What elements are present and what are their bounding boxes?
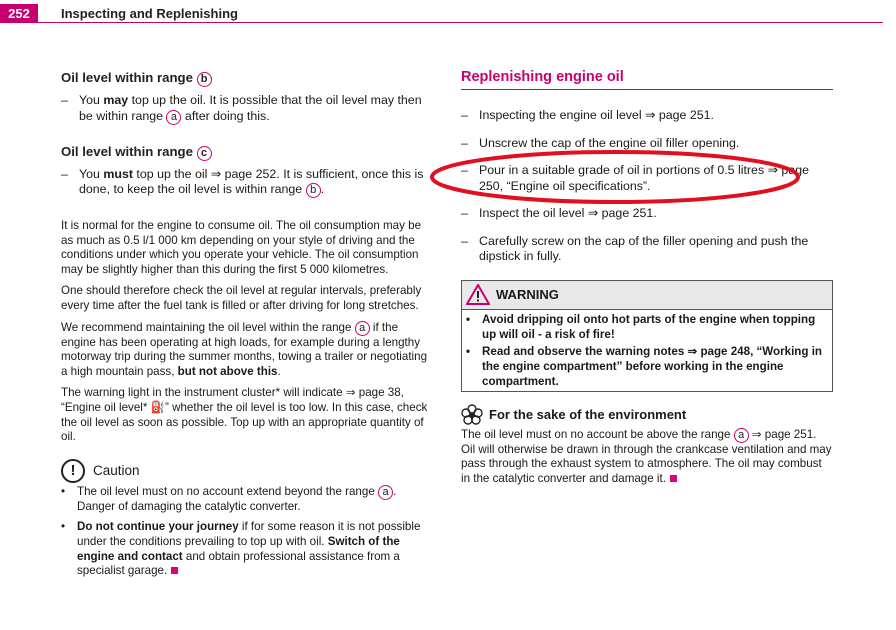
warning-bullet-1: • Avoid dripping oil onto hot parts of the engine when topping up will oil - a risk of fire!	[466, 312, 816, 341]
range-c-item: – You must top up the oil ⇒ page 252. It is sufficient, once this is done, to keep the oil level is within range b .	[61, 166, 424, 196]
caution-bullet-1: • The oil level must on no account extend beyond the range a . Danger of damaging the catalytic converter.	[61, 484, 397, 513]
step-3: – Pour in a suitable grade of oil in portions of 0.5 litres ⇒ page 250, “Engine oil specifications”.	[461, 163, 809, 193]
step-5: – Carefully screw on the cap of the filler opening and push the dipstick in fully.	[461, 233, 809, 263]
end-marker	[670, 475, 677, 482]
range-marker-a: a	[355, 321, 370, 336]
warning-body	[462, 310, 832, 391]
warning-box	[461, 280, 833, 392]
highlight-ellipse	[425, 148, 815, 210]
range-marker-a: a	[734, 428, 749, 443]
heading-range-c: Oil level within range c	[61, 144, 433, 161]
page-number: 252	[0, 4, 38, 23]
flower-icon	[461, 404, 483, 426]
section-title: Replenishing engine oil	[461, 69, 624, 85]
warning-triangle-icon	[466, 284, 490, 305]
paragraph-warning-light: The warning light in the instrument cluster* will indicate ⇒ page 38, “Engine oil level* ⛽” whether the oil level is too low. In this case, check the oil level as soon as possible. Top up with an appropriate quantity of oil.	[61, 386, 428, 444]
environment-heading: For the sake of the environment	[461, 404, 833, 426]
paragraph-check-interval: One should therefore check the oil level at regular intervals, preferably every time after the fuel tank is filled or after driving for long stretches.	[61, 284, 422, 312]
warning-bullet-2: • Read and observe the warning notes ⇒ page 248, “Working in the engine compartment” before working in the engine compartment.	[466, 344, 822, 388]
range-marker-a: a	[166, 110, 181, 125]
range-marker-b: b	[306, 183, 321, 198]
caution-heading: ! Caution	[61, 459, 433, 483]
heading-range-b: Oil level within range b	[61, 70, 433, 87]
right-column	[461, 70, 833, 486]
header-rule	[38, 22, 883, 23]
step-1: – Inspecting the engine oil level ⇒ page 251.	[461, 108, 714, 122]
paragraph-oil-consumption: It is normal for the engine to consume oil. The oil consumption may be as much as 0.5 l/1 000 km depending on your style of driving and the conditions under which you operate your vehicle. The oil consumption may be slightly higher than this during the first 5 000 kilometres.	[61, 219, 422, 276]
range-marker-c: c	[197, 146, 212, 161]
range-marker-b: b	[197, 72, 212, 87]
step-2: – Unscrew the cap of the engine oil filler opening.	[461, 135, 740, 150]
end-marker	[171, 567, 178, 574]
range-marker-a: a	[378, 485, 393, 500]
left-column	[61, 70, 433, 579]
range-b-item: – You may top up the oil. It is possible that the oil level may then be within range a after doing this.	[61, 93, 422, 123]
environment-text: The oil level must on no account be above the range a ⇒ page 251. Oil will otherwise be drawn in through the crankcase ventilation and may pass through the exhaust system to atmosphere. The oil may combust in the catalytic converter and damage it.	[461, 427, 832, 485]
running-title: Inspecting and Replenishing	[61, 6, 238, 21]
section-rule	[461, 89, 833, 91]
step-4: – Inspect the oil level ⇒ page 251.	[461, 206, 657, 220]
paragraph-recommendation: We recommend maintaining the oil level within the range a if the engine has been operating at high loads, for example during a lengthy motorway trip during the summer months, towing a trailer or negotiating a high mountain pass, but not above this.	[61, 320, 428, 378]
warning-header: WARNING	[462, 281, 832, 310]
caution-bullet-2: • Do not continue your journey if for some reason it is not possible under the conditions prevailing to top up with oil. Switch of the engine and contact and obtain professional assistance from a specialist garage.	[61, 520, 421, 578]
caution-icon: !	[61, 459, 85, 483]
